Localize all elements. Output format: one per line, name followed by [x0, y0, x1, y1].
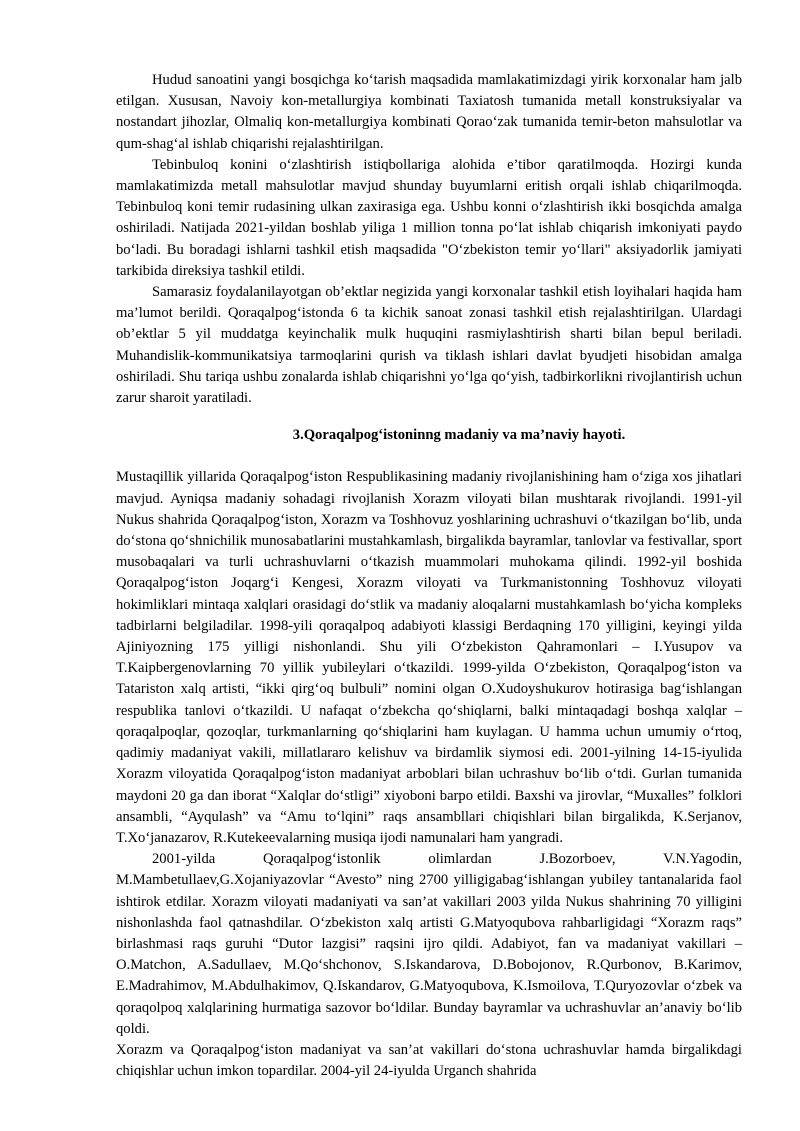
paragraph-industry-enterprises: Hudud sanoatini yangi bosqichga ko‘tarish maqsadida mamlakatimizdagi yirik korxonalar ham jalb etilgan. Xususan, Navoiy kon-metallurgiya kombinati Taxiatosh tumanida metall konstruksiyalar va nostandart jihozlar, Olmaliq kon-metallurgiya kombinati Qorao‘zak tumanida temir-beton mahsulotlar va qum-shag‘al ishlab chiqarishi rejalashtirilgan.	[116, 72, 742, 152]
paragraph-tebinbuloq-deposit: Tebinbuloq konini o‘zlashtirish istiqbollariga alohida e’tibor qaratilmoqda. Hozirgi kunda mamlakatimizda metall mahsulotlar mavjud shunday buyumlarni eritish orqali ishlab chiqarilmoqda. Tebinbuloq koni temir rudasining ulkan zaxirasiga ega. Ushbu konni o‘zlashtirish ikki bosqichda amalga oshiriladi. Natijada 2021-yildan boshlab yiliga 1 million tonna po‘lat ishlab chiqarish imkoniyati paydo bo‘ladi. Bu boradagi ishlarni tashkil etish maqsadida "O‘zbekiston temir yo‘llari" aksiyadorlik jamiyati tarkibida direksiya tashkil etildi.	[116, 156, 742, 279]
paragraph-small-industrial-zones: Samarasiz foydalanilayotgan ob’ektlar negizida yangi korxonalar tashkil etish loyihalari haqida ham ma’lumot berildi. Qoraqalpog‘istonda 6 ta kichik sanoat zonasi tashkil etish rejalashtirilgan. Ulardagi ob’ektlar 5 yil muddatga keyinchalik mulk huquqini rasmiylashtirish sharti bilan bepul beriladi. Muhandislik-kommunikatsiya tarmoqlarini qurish va tiklash ishlari davlat byudjeti hisobidan amalga oshiriladi. Shu tariqa ushbu zonalarda ishlab chiqarishni yo‘lga qo‘yish, tadbirkorlikni rivojlantirish uchun zarur sharoit yaratiladi.	[116, 284, 742, 407]
paragraph-cultural-development: Mustaqillik yillarida Qoraqalpog‘iston Respublikasining madaniy rivojlanishining ham o‘ziga xos jihatlari mavjud. Ayniqsa madaniy sohadagi rivojlanish Xorazm viloyati bilan mushtarak rivojlandi. 1991-yil Nukus shahrida Qoraqalpog‘iston, Xorazm va Toshhovuz yoshlarining uchrashuvi o‘tkazilgan bo‘lib, unda do‘stona qo‘shnichilik munosabatlarini mustahkamlash, birgalikda bayramlar, tanlovlar va festivallar, sport musobaqalari va turli uchrashuvlarni o‘tkazish muammolari muhokama qilindi. 1992-yil boshida Qoraqalpog‘iston Joqarg‘i Kengesi, Xorazm viloyati va Turkmanistonning Toshhovuz viloyati hokimliklari mintaqa xalqlari orasidagi do‘stlik va madaniy aloqalarni mustahkamlash bo‘yicha kompleks tadbirlarni belgiladilar. 1998-yili qoraqalpoq adabiyoti klassigi Berdaqning 170 yilligini, keyingi yilda Ajiniyozning 175 yilligi nishonlandi. Shu yili O‘zbekiston Qahramonlari – I.Yusupov va T.Kaipbergenovlarning 70 yillik yubileylari o‘tkazildi. 1999-yilda O‘zbekiston, Qoraqalpog‘iston va Tatariston xalq artisti, “ikki qirg‘oq bulbuli” nomini olgan O.Xudoyshukurov hotirasiga bag‘ishlangan respublika tanlovi o‘tkazildi. U nafaqat o‘zbekcha qo‘shiqlarni, balki mintaqadagi boshqa xalqlar – qoraqalpoqlar, qozoqlar, turkmanlarning qo‘shiqlarini ham kuylagan. U hamma uchun umumiy o‘rtoq, qadimiy madaniyat vakili, millatlararo kelishuv va birdamlik siymosi edi. 2001-yilning 14-15-iyulida Xorazm viloyatida Qoraqalpog‘iston madaniyat arboblari bilan uchrashuv bo‘lib o‘tdi. Gurlan tumanida maydoni 20 ga dan iborat “Xalqlar do‘stligi” xiyoboni barpo etildi. Baxshi va jirovlar, “Muxalles” folklori ansambli, “Ayqulash” va “Amu to‘lqini” raqs ansambllari chiqishlari bilan birgalikda, K.Serjanov, T.Xo‘janazarov, R.Kutekeevalarning musiqa ijodi namunalari ham yangradi.	[116, 469, 742, 846]
paragraph-scholars-artists: 2001-yilda Qoraqalpog‘istonlik olimlardan J.Bozorboev, V.N.Yagodin, M.Mambetullaev,G.Xojaniyazovlar “Avesto” ning 2700 yilligigabag‘ishlangan yubiley tantanalarida faol ishtirok etdilar. Xorazm viloyati madaniyati va san’at vakillari 2003 yilda Nukus shahrining 70 yilligini nishonlashda faol qatnashdilar. O‘zbekiston xalq artisti G.Matyoqubova rahbarligidagi “Xorazm raqs” birlashmasi raqs guruhi “Dutor lazgisi” raqsini ijro qildi. Adabiyot, fan va madaniyat vakillari – O.Matchon, A.Sadullaev, M.Qo‘shchonov, S.Iskandarova, D.Bobojonov, R.Qurbonov, B.Karimov, E.Madrahimov, M.Abdulhakimov, Q.Iskandarov, G.Matyoqubova, K.Ismoilova, T.Quryozovlar o‘zbek va qoraqolpoq xalqlarining hurmatiga sazovor bo‘ldilar. Bunday bayramlar va uchrashuvlar an’anaviy bo‘lib qoldi.	[116, 851, 742, 1037]
section-heading: 3.Qoraqalpog‘istoninng madaniy va ma’naviy hayoti.	[292, 427, 626, 444]
paragraph-friendly-meetings: Xorazm va Qoraqalpog‘iston madaniyat va san’at vakillari do‘stona uchrashuvlar hamda birgalikdagi chiqishlar uchun imkon topardilar. 2004-yil 24-iyulda Urganch shahrida	[116, 1041, 742, 1080]
